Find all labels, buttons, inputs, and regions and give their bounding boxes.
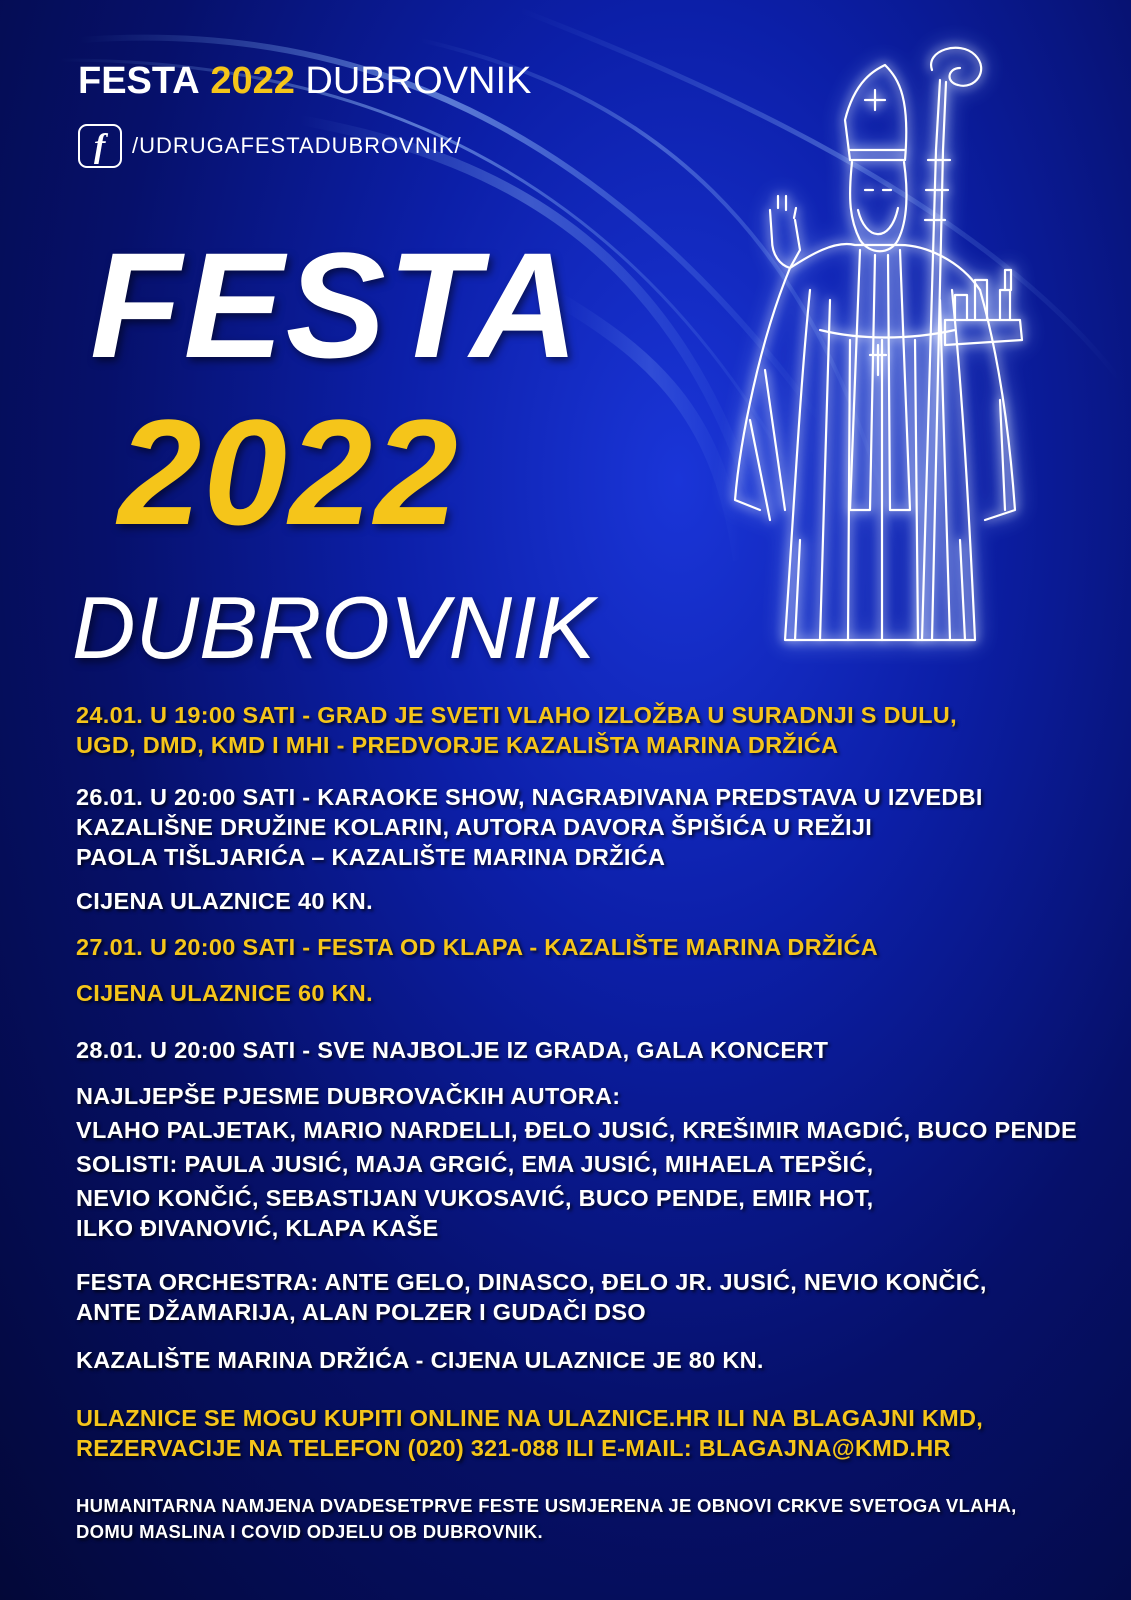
header-title-city: DUBROVNIK: [305, 60, 532, 102]
program-line: ILKO ĐIVANOVIĆ, KLAPA KAŠE: [76, 1215, 439, 1241]
hero-festa: FESTA: [90, 221, 581, 389]
program-line: 26.01. U 20:00 SATI - KARAOKE SHOW, NAGRAĐIVANA PREDSTAVA U IZVEDBI: [76, 784, 983, 810]
program-line: 28.01. U 20:00 SATI - SVE NAJBOLJE IZ GRADA, GALA KONCERT: [76, 1037, 829, 1063]
program-line: NAJLJEPŠE PJESME DUBROVAČKIH AUTORA:: [76, 1083, 621, 1109]
program-line: KAZALIŠNE DRUŽINE KOLARIN, AUTORA DAVORA ŠPIŠIĆA U REŽIJI: [76, 814, 873, 840]
tickets-line: ULAZNICE SE MOGU KUPITI ONLINE NA ULAZNICE.HR ILI NA BLAGAJNI KMD,: [76, 1405, 984, 1431]
hero-city: DUBROVNIK: [72, 578, 596, 677]
saint-blaise-illustration: [700, 40, 1040, 680]
program-line: 24.01. U 19:00 SATI - GRAD JE SVETI VLAHO IZLOŽBA U SURADNJI S DULU,: [76, 702, 957, 728]
header-title: [78, 58, 531, 104]
program-line: SOLISTI: PAULA JUSIĆ, MAJA GRGIĆ, EMA JUSIĆ, MIHAELA TEPŠIĆ,: [76, 1151, 874, 1177]
program-line: CIJENA ULAZNICE 40 KN.: [76, 888, 373, 914]
program-line: VLAHO PALJETAK, MARIO NARDELLI, ĐELO JUSIĆ, KREŠIMIR MAGDIĆ, BUCO PENDE: [76, 1117, 1077, 1143]
facebook-icon: f: [78, 124, 122, 168]
program-line: 27.01. U 20:00 SATI - FESTA OD KLAPA - KAZALIŠTE MARINA DRŽIĆA: [76, 934, 878, 960]
program-line: PAOLA TIŠLJARIĆA – KAZALIŠTE MARINA DRŽIĆA: [76, 844, 666, 870]
footer-line: HUMANITARNA NAMJENA DVADESETPRVE FESTE USMJERENA JE OBNOVI CRKVE SVETOGA VLAHA,: [76, 1495, 1017, 1516]
program-line: UGD, DMD, KMD I MHI - PREDVORJE KAZALIŠTA MARINA DRŽIĆA: [76, 732, 839, 758]
tickets-line: REZERVACIJE NA TELEFON (020) 321-088 ILI E-MAIL: BLAGAJNA@KMD.HR: [76, 1435, 951, 1461]
program-line: ANTE DŽAMARIJA, ALAN POLZER I GUDAČI DSO: [76, 1299, 646, 1325]
facebook-handle: /UDRUGAFESTADUBROVNIK/: [132, 133, 462, 158]
program-line: CIJENA ULAZNICE 60 KN.: [76, 980, 373, 1006]
program-line: NEVIO KONČIĆ, SEBASTIJAN VUKOSAVIĆ, BUCO PENDE, EMIR HOT,: [76, 1185, 874, 1211]
program-line: KAZALIŠTE MARINA DRŽIĆA - CIJENA ULAZNICE JE 80 KN.: [76, 1347, 764, 1373]
program-text: [76, 700, 1086, 1545]
header-title-festa: FESTA: [78, 60, 200, 102]
footer-line: DOMU MASLINA I COVID ODJELU OB DUBROVNIK.: [76, 1521, 543, 1542]
header-title-year: 2022: [210, 60, 295, 102]
hero-year: 2022: [118, 388, 460, 556]
facebook-link[interactable]: [78, 122, 462, 170]
program-line: FESTA ORCHESTRA: ANTE GELO, DINASCO, ĐELO JR. JUSIĆ, NEVIO KONČIĆ,: [76, 1269, 987, 1295]
